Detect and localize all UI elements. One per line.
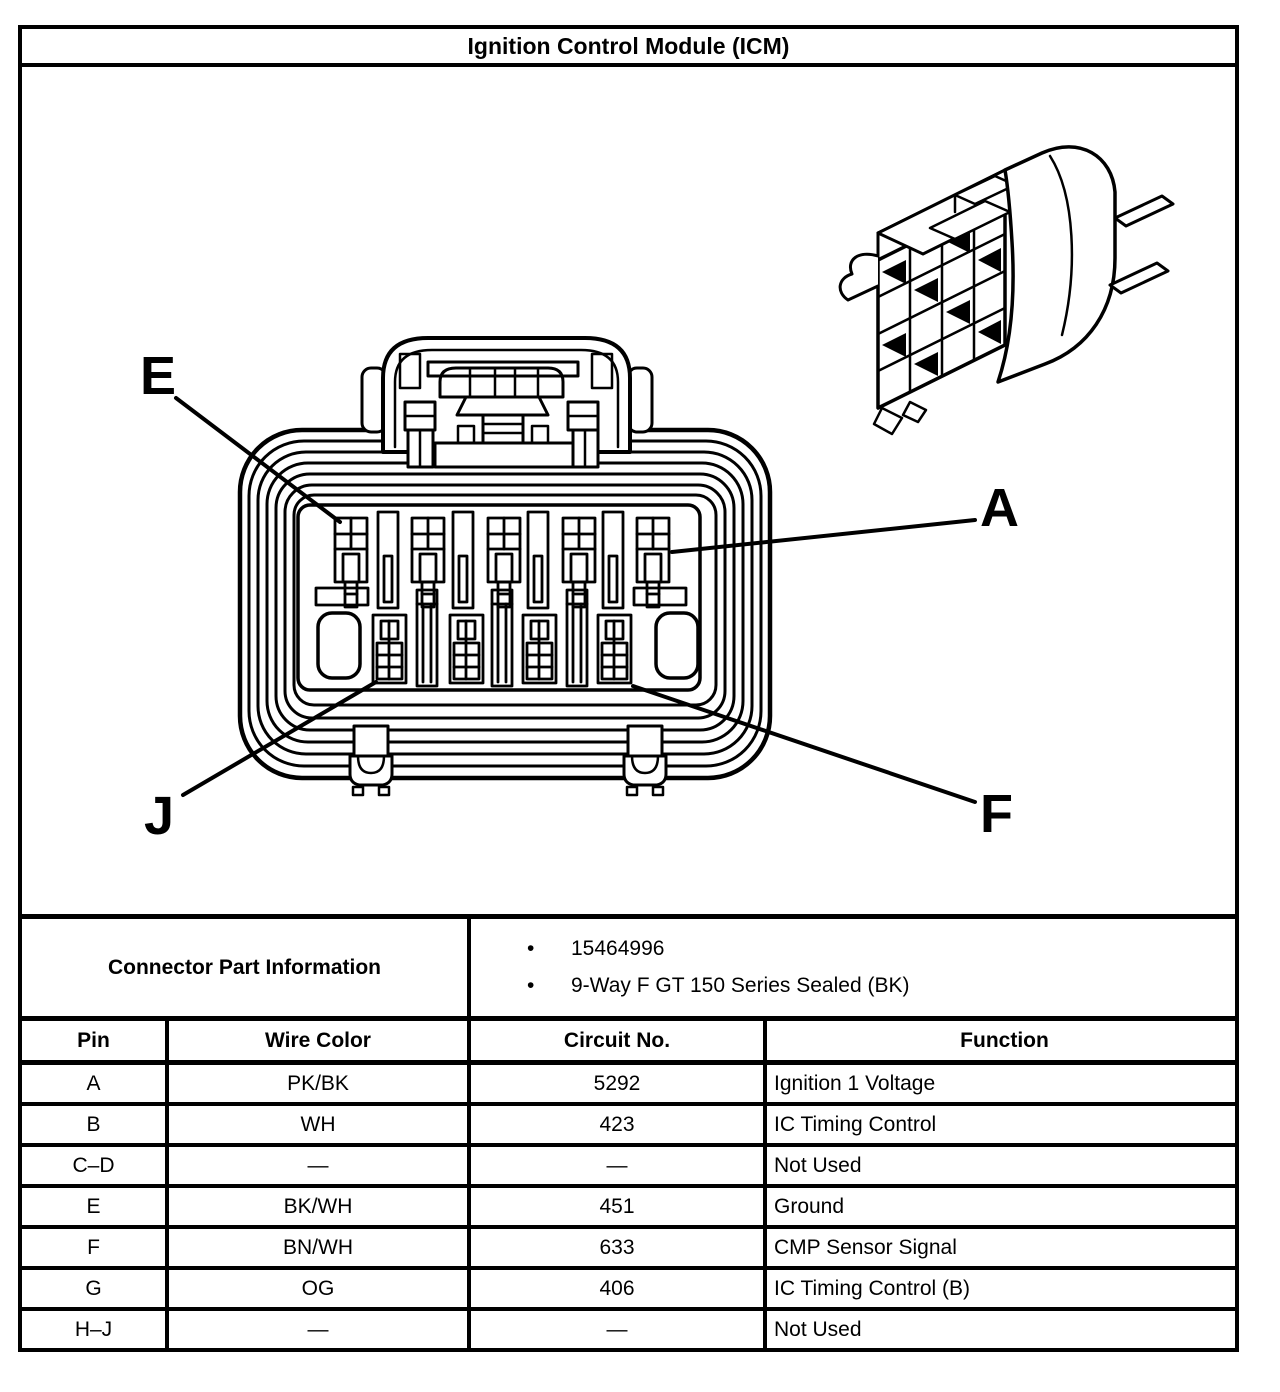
part-info-item bbox=[527, 937, 1235, 961]
cell-wire-color: BN/WH bbox=[169, 1229, 471, 1266]
table-row bbox=[22, 1065, 1235, 1106]
pin-table-body bbox=[22, 1065, 1235, 1348]
cell-circuit-no: — bbox=[471, 1147, 767, 1184]
header-pin: Pin bbox=[22, 1021, 169, 1060]
table-row bbox=[22, 1270, 1235, 1311]
cell-circuit-no: 423 bbox=[471, 1106, 767, 1143]
cell-pin: H–J bbox=[22, 1311, 169, 1348]
cell-circuit-no: 406 bbox=[471, 1270, 767, 1307]
cell-circuit-no: 633 bbox=[471, 1229, 767, 1266]
document-frame bbox=[18, 25, 1239, 1352]
header-function: Function bbox=[960, 1028, 1049, 1052]
leader-line-f bbox=[633, 686, 975, 802]
cell-circuit-no: 451 bbox=[471, 1188, 767, 1225]
header-wire-color: Wire Color bbox=[169, 1021, 471, 1060]
cell-wire-color: PK/BK bbox=[169, 1065, 471, 1102]
part-info-details bbox=[471, 919, 1235, 1016]
callout-label-e: E bbox=[140, 346, 177, 406]
cell-pin: B bbox=[22, 1106, 169, 1143]
callout-label-j: J bbox=[144, 786, 175, 846]
table-row bbox=[22, 1188, 1235, 1229]
part-description: 9-Way F GT 150 Series Sealed (BK) bbox=[571, 974, 910, 997]
table-row bbox=[22, 1147, 1235, 1188]
cell-circuit-no: — bbox=[471, 1311, 767, 1348]
cell-function: IC Timing Control bbox=[774, 1112, 937, 1136]
table-row bbox=[22, 1311, 1235, 1348]
cell-function: Ground bbox=[774, 1194, 845, 1218]
cell-function: Not Used bbox=[774, 1317, 862, 1341]
cell-wire-color: — bbox=[169, 1147, 471, 1184]
part-number: 15464996 bbox=[571, 937, 665, 960]
header-circuit-no: Circuit No. bbox=[471, 1021, 767, 1060]
cell-pin: G bbox=[22, 1270, 169, 1307]
mounting-feet bbox=[350, 726, 666, 795]
bullet-icon: • bbox=[527, 974, 535, 997]
connector-latch bbox=[362, 338, 652, 467]
connector-iso-view bbox=[840, 147, 1173, 434]
cell-wire-color: OG bbox=[169, 1270, 471, 1307]
cell-circuit-no: 5292 bbox=[471, 1065, 767, 1102]
part-info-item bbox=[527, 974, 1235, 998]
bullet-icon: • bbox=[527, 937, 535, 960]
cell-function: CMP Sensor Signal bbox=[774, 1235, 957, 1259]
part-info-label: Connector Part Information bbox=[22, 919, 471, 1016]
cell-function: IC Timing Control (B) bbox=[774, 1276, 971, 1300]
cell-pin: F bbox=[22, 1229, 169, 1266]
cell-function: Ignition 1 Voltage bbox=[774, 1071, 936, 1095]
cell-wire-color: WH bbox=[169, 1106, 471, 1143]
page-title-text: Ignition Control Module (ICM) bbox=[467, 32, 790, 59]
cell-wire-color: BK/WH bbox=[169, 1188, 471, 1225]
callout-label-f: F bbox=[980, 784, 1013, 844]
cell-pin: E bbox=[22, 1188, 169, 1225]
table-row bbox=[22, 1106, 1235, 1147]
pin-table-header bbox=[22, 1021, 1235, 1065]
callout-label-a: A bbox=[980, 478, 1019, 538]
table-row bbox=[22, 1229, 1235, 1270]
cell-pin: C–D bbox=[22, 1147, 169, 1184]
connector-diagram-panel bbox=[22, 67, 1235, 919]
cell-pin: A bbox=[22, 1065, 169, 1102]
cell-wire-color: — bbox=[169, 1311, 471, 1348]
connector-diagram bbox=[22, 67, 1235, 914]
connector-part-info-section bbox=[22, 919, 1235, 1021]
cell-function: Not Used bbox=[774, 1153, 862, 1177]
page-title bbox=[22, 29, 1235, 67]
